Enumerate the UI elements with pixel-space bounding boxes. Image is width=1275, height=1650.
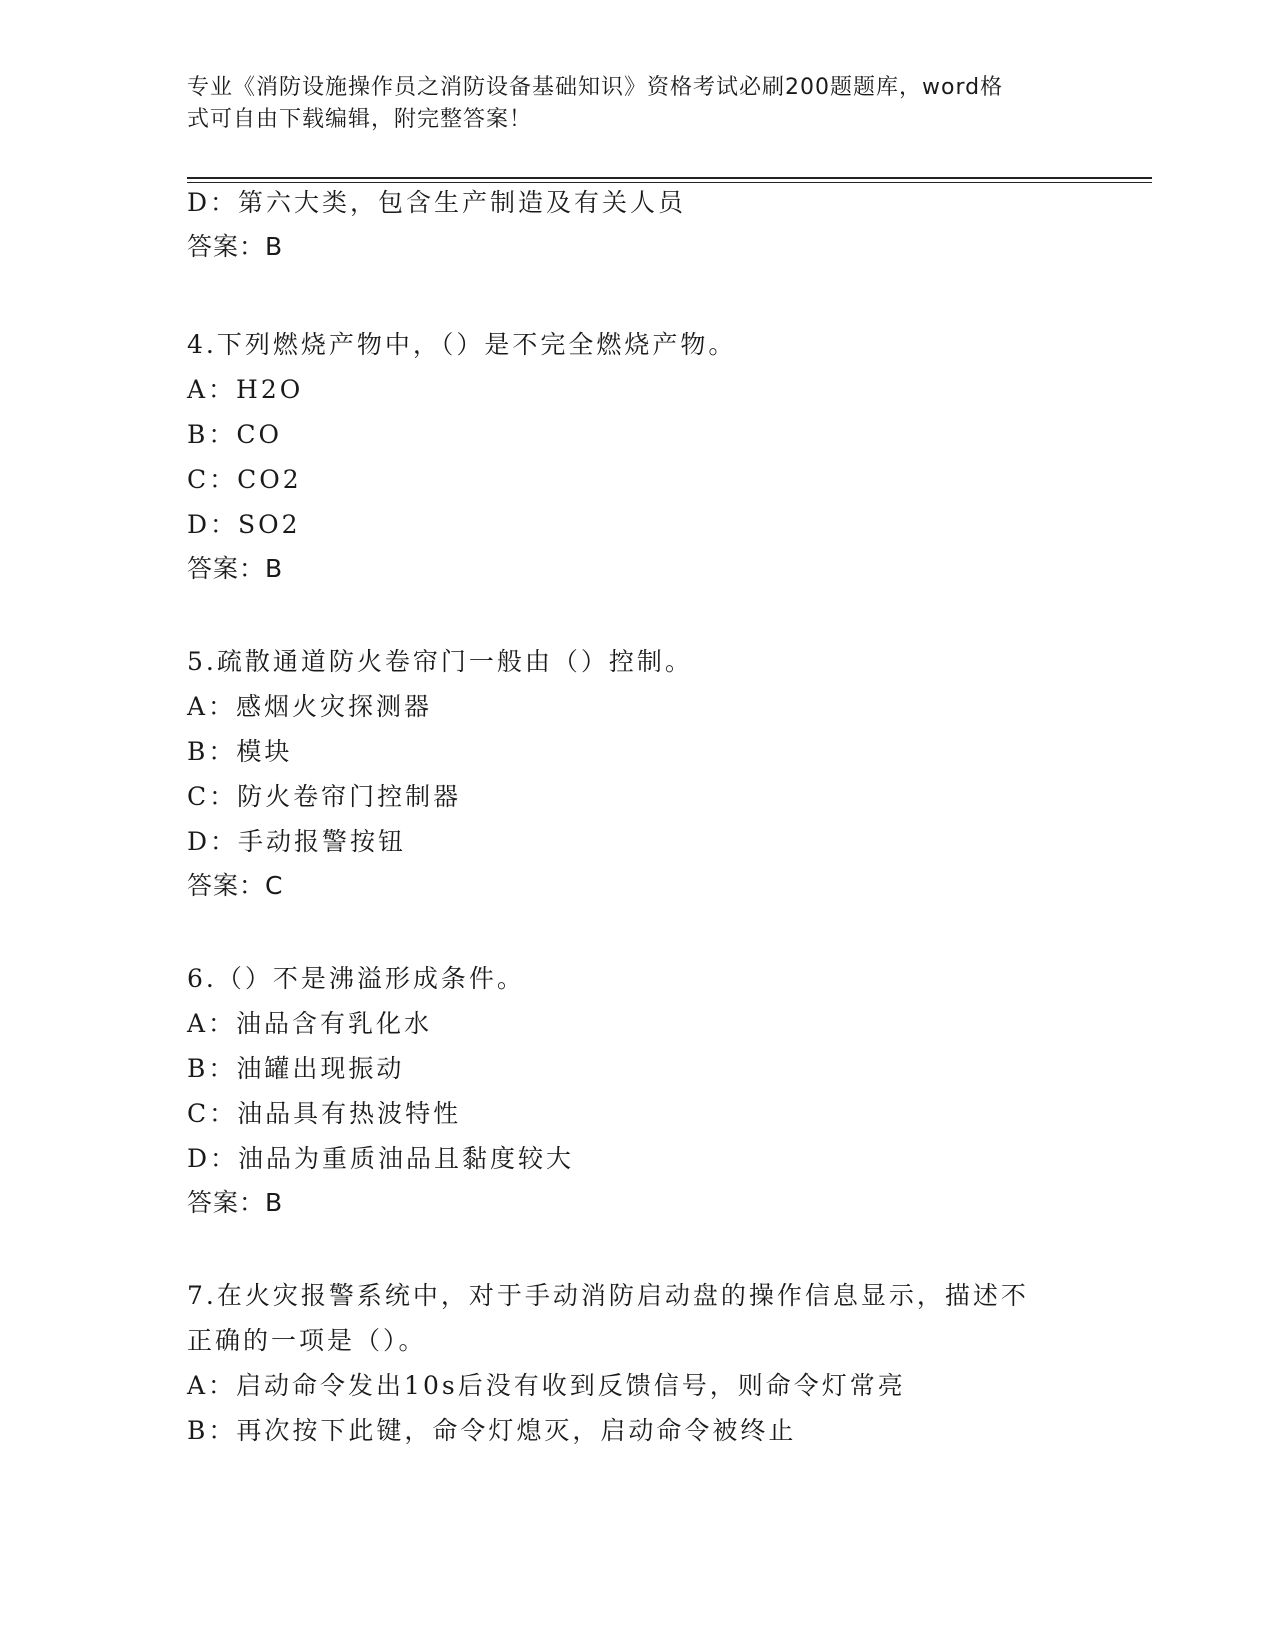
q3-answer: 答案：B xyxy=(187,232,284,261)
q7-option-b: B：再次按下此键，命令灯熄灭，启动命令被终止 xyxy=(187,1416,797,1445)
q7-question-line-1: 7.在火灾报警系统中，对于手动消防启动盘的操作信息显示，描述不 xyxy=(187,1281,1029,1310)
header-divider-thick xyxy=(187,177,1152,179)
q3-option-d: D：第六大类，包含生产制造及有关人员 xyxy=(187,188,687,217)
q6-question: 6.（）不是沸溢形成条件。 xyxy=(187,964,525,993)
q6-option-d: D：油品为重质油品且黏度较大 xyxy=(187,1144,575,1173)
q4-option-c: C：CO2 xyxy=(187,465,302,494)
q5-answer: 答案：C xyxy=(187,871,284,900)
header-line-2: 式可自由下载编辑，附完整答案！ xyxy=(187,107,533,132)
q5-option-a: A：感烟火灾探测器 xyxy=(187,692,433,721)
header-line-1: 专业《消防设施操作员之消防设备基础知识》资格考试必刷200题题库，word格 xyxy=(187,75,1004,100)
q5-question: 5.疏散通道防火卷帘门一般由（）控制。 xyxy=(187,647,693,676)
q7-option-a: A：启动命令发出10s后没有收到反馈信号，则命令灯常亮 xyxy=(187,1371,906,1400)
q5-option-c: C：防火卷帘门控制器 xyxy=(187,782,462,811)
document-header xyxy=(187,72,1067,136)
header-divider-thin xyxy=(187,182,1152,183)
q4-option-d: D：SO2 xyxy=(187,510,301,539)
q5-option-d: D：手动报警按钮 xyxy=(187,827,407,856)
q6-option-a: A：油品含有乳化水 xyxy=(187,1009,433,1038)
q4-option-a: A：H2O xyxy=(187,375,304,404)
q6-option-c: C：油品具有热波特性 xyxy=(187,1099,462,1128)
q4-option-b: B：CO xyxy=(187,420,282,449)
q4-question: 4.下列燃烧产物中，（）是不完全燃烧产物。 xyxy=(187,330,737,359)
q7-question-line-2: 正确的一项是（）。 xyxy=(187,1326,427,1355)
q5-option-b: B：模块 xyxy=(187,737,293,766)
q4-answer: 答案：B xyxy=(187,554,284,583)
q6-option-b: B：油罐出现振动 xyxy=(187,1054,405,1083)
q6-answer: 答案：B xyxy=(187,1188,284,1217)
